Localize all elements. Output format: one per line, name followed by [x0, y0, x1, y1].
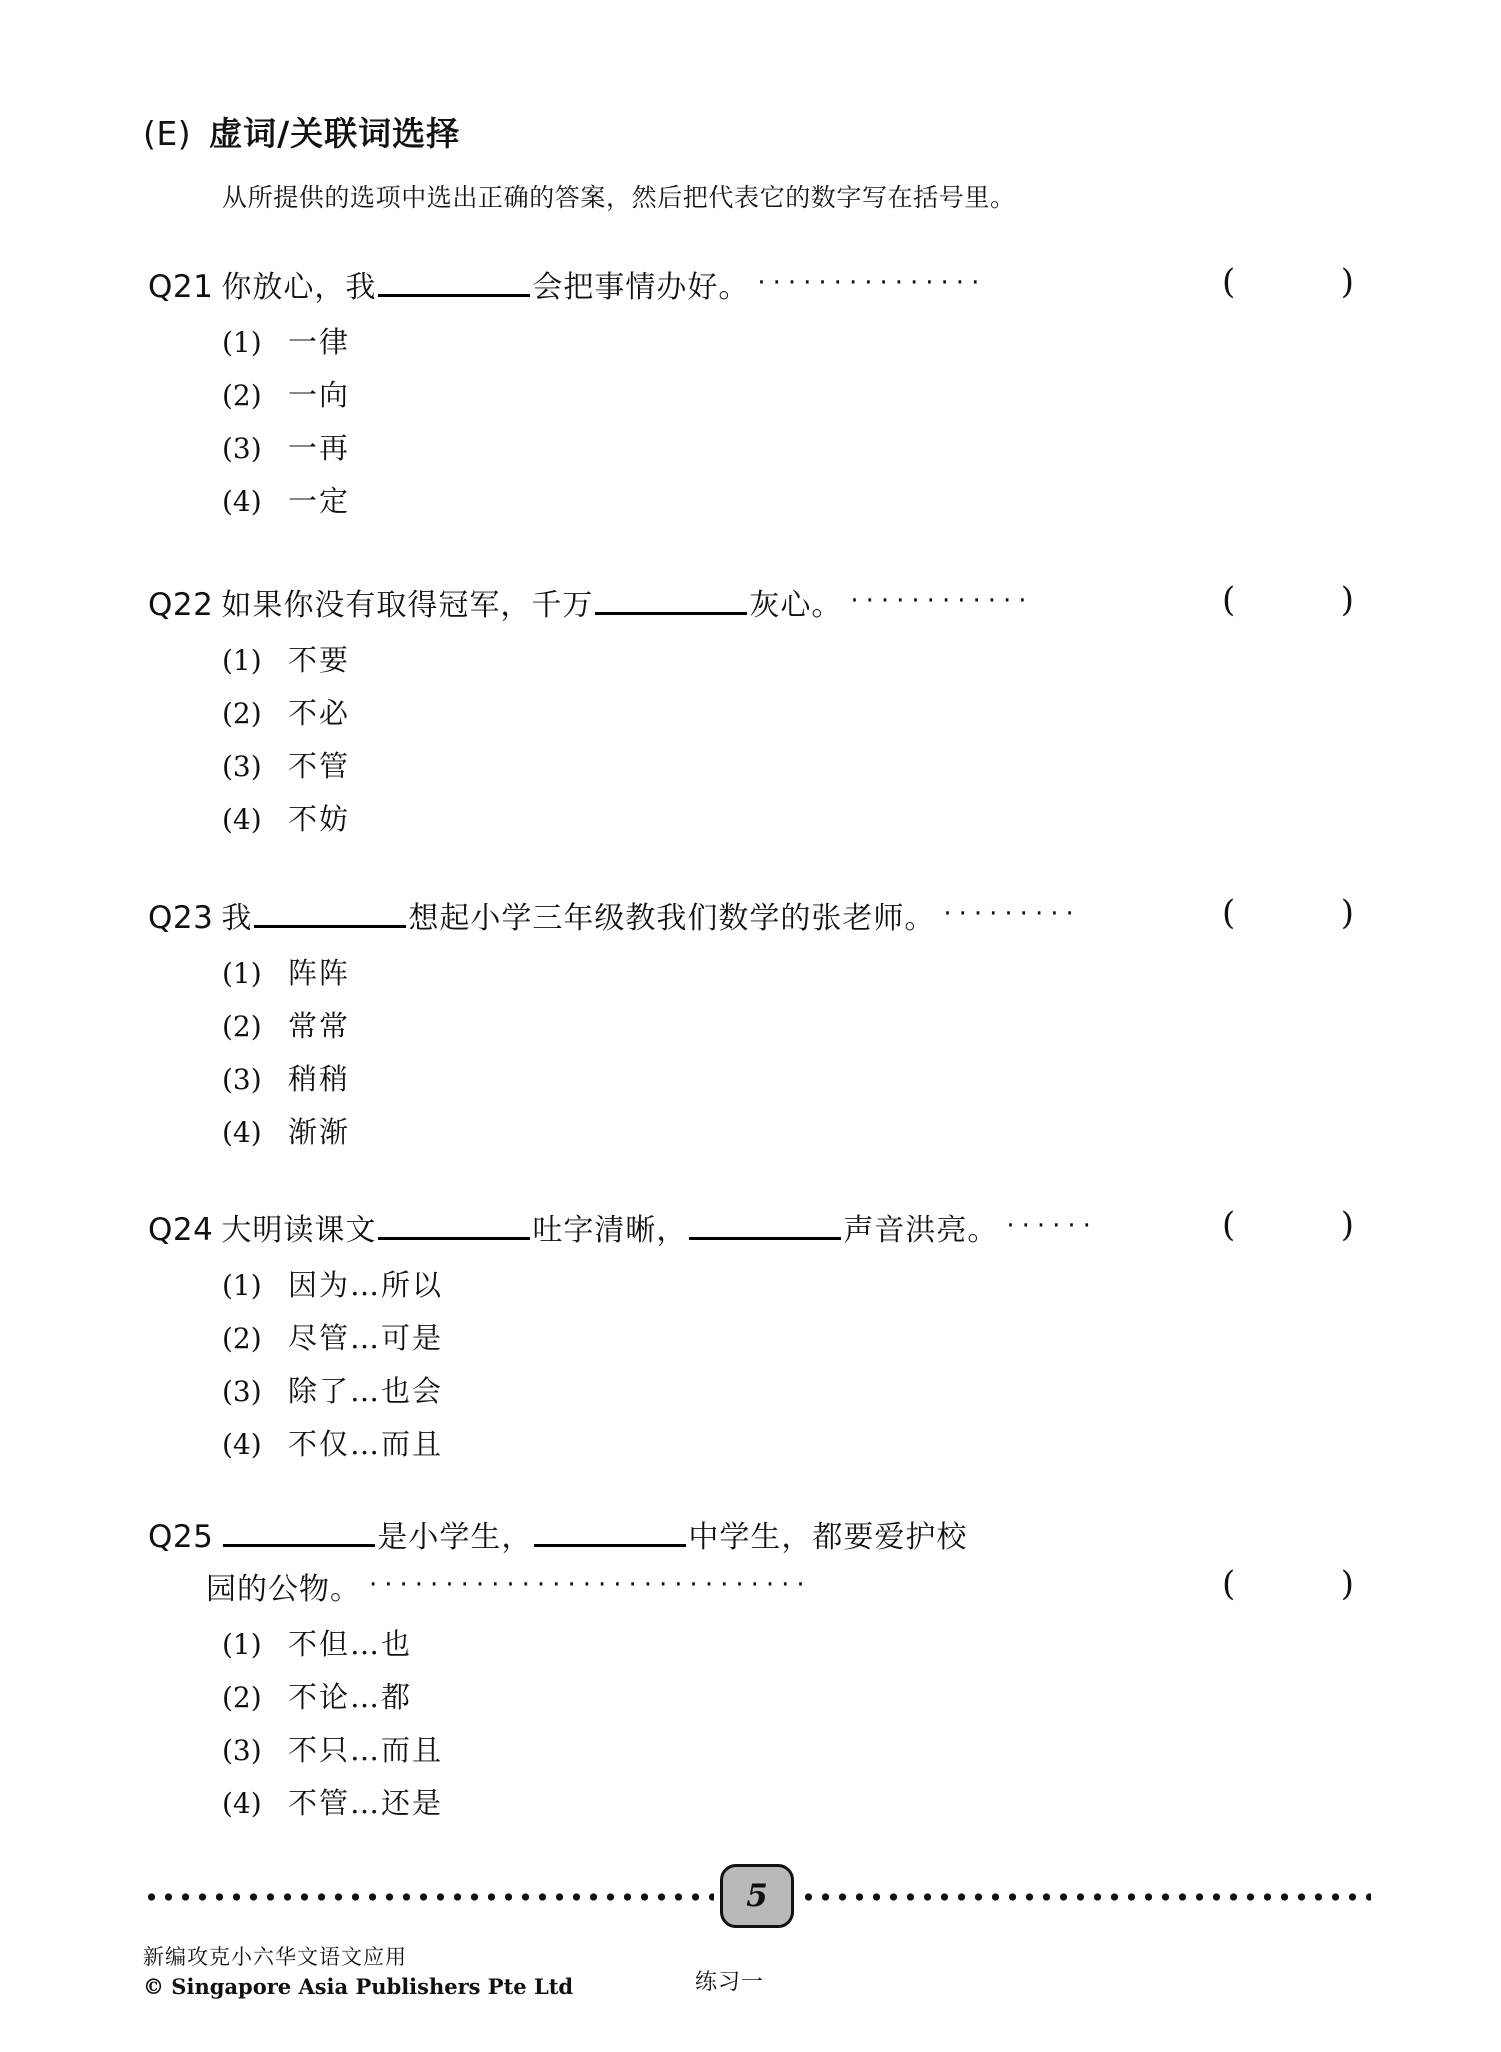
option-number: (3) — [222, 1375, 262, 1408]
option-text: 不管 — [288, 749, 351, 783]
question-text-after: 声音洪亮。 — [843, 1213, 999, 1248]
answer-bracket[interactable] — [1222, 1564, 1354, 1604]
question-text-after: 中学生，都要爱护校 — [688, 1520, 968, 1555]
section-instruction: 从所提供的选项中选出正确的答案，然后把代表它的数字写在括号里。 — [222, 183, 1016, 212]
question-block-q25 — [0, 1512, 1501, 1834]
question-line — [0, 262, 1501, 314]
bracket-open: ( — [1222, 1564, 1236, 1604]
option-item[interactable] — [222, 691, 1501, 744]
footer-divider — [143, 1878, 1371, 1914]
option-text: 不必 — [288, 696, 351, 730]
answer-blank[interactable] — [689, 1211, 841, 1240]
option-text: 常常 — [288, 1009, 351, 1043]
question-line — [0, 1205, 1501, 1257]
bracket-close: ) — [1340, 262, 1354, 302]
option-item[interactable] — [222, 1369, 1501, 1422]
bracket-close: ) — [1340, 580, 1354, 620]
bracket-close: ) — [1340, 1205, 1354, 1245]
question-block-q22 — [0, 580, 1501, 850]
option-number: (1) — [222, 326, 262, 359]
option-item[interactable] — [222, 1622, 1501, 1675]
option-number: (4) — [222, 1116, 262, 1149]
question-label: Q25 — [148, 1519, 214, 1555]
option-list — [0, 945, 1501, 1163]
question-block-q24 — [0, 1205, 1501, 1475]
option-number: (3) — [222, 1734, 262, 1767]
option-item[interactable] — [222, 479, 1501, 532]
question-text-before: 大明读课文 — [221, 1213, 377, 1248]
option-item[interactable] — [222, 1004, 1501, 1057]
bracket-open: ( — [1222, 580, 1236, 620]
answer-bracket[interactable] — [1222, 1205, 1354, 1245]
answer-blank[interactable] — [378, 268, 530, 297]
option-number: (2) — [222, 697, 262, 730]
option-list — [0, 314, 1501, 532]
option-list — [0, 632, 1501, 850]
bracket-close: ) — [1340, 1564, 1354, 1604]
option-list — [0, 1616, 1501, 1834]
option-text: 不但…也 — [288, 1627, 413, 1661]
dot-leader: ······ — [1006, 1211, 1098, 1241]
option-number: (4) — [222, 803, 262, 836]
option-item[interactable] — [222, 1057, 1501, 1110]
option-text: 稍稍 — [288, 1062, 351, 1096]
footer-left-block — [143, 1942, 573, 2003]
option-text: 不论…都 — [288, 1680, 413, 1714]
option-number: (2) — [222, 1681, 262, 1714]
dot-leader: ········· — [943, 899, 1081, 929]
option-text: 不仅…而且 — [288, 1427, 444, 1461]
page-footer — [0, 1878, 1501, 2050]
option-item[interactable] — [222, 1781, 1501, 1834]
answer-blank[interactable] — [254, 899, 406, 928]
answer-blank[interactable] — [534, 1518, 686, 1547]
option-text: 不妨 — [288, 802, 351, 836]
question-line-continued — [0, 1564, 1501, 1616]
section-heading — [143, 108, 460, 155]
answer-blank[interactable] — [595, 586, 747, 615]
option-text: 一再 — [288, 431, 351, 465]
page-number-badge: 5 — [720, 1864, 794, 1928]
option-item[interactable] — [222, 951, 1501, 1004]
option-number: (2) — [222, 1010, 262, 1043]
footer-exercise-label: 练习一 — [695, 1970, 765, 1995]
footer-book-title: 新编攻克小六华文语文应用 — [143, 1945, 407, 1969]
option-number: (1) — [222, 957, 262, 990]
option-number: (3) — [222, 750, 262, 783]
question-text-second-line: 园的公物。 — [206, 1572, 361, 1607]
bracket-open: ( — [1222, 262, 1236, 302]
option-item[interactable] — [222, 320, 1501, 373]
option-item[interactable] — [222, 373, 1501, 426]
option-text: 不要 — [288, 643, 351, 677]
option-number: (4) — [222, 1428, 262, 1461]
option-text: 一律 — [288, 325, 351, 359]
option-item[interactable] — [222, 744, 1501, 797]
question-block-q23 — [0, 893, 1501, 1163]
dot-leader: ············ — [850, 586, 1034, 616]
option-item[interactable] — [222, 1263, 1501, 1316]
option-item[interactable] — [222, 1728, 1501, 1781]
question-line — [0, 580, 1501, 632]
option-number: (1) — [222, 1269, 262, 1302]
footer-copyright: © Singapore Asia Publishers Pte Ltd — [143, 1974, 574, 2000]
option-number: (2) — [222, 379, 262, 412]
option-item[interactable] — [222, 426, 1501, 479]
option-text: 一定 — [288, 484, 351, 518]
option-number: (2) — [222, 1322, 262, 1355]
option-text: 阵阵 — [288, 956, 351, 990]
answer-bracket[interactable] — [1222, 580, 1354, 620]
question-line — [0, 1512, 1501, 1564]
option-number: (3) — [222, 1063, 262, 1096]
question-block-q21 — [0, 262, 1501, 532]
footer-divider-left — [143, 1892, 714, 1902]
answer-bracket[interactable] — [1222, 893, 1354, 933]
option-number: (1) — [222, 1628, 262, 1661]
section-title: 虚词/关联词选择 — [209, 114, 461, 153]
question-label: Q23 — [148, 900, 214, 936]
footer-divider-right — [800, 1892, 1371, 1902]
question-text-before: 我 — [221, 901, 253, 936]
section-letter: (E) — [143, 114, 192, 153]
question-text-after: 会把事情办好。 — [532, 270, 750, 305]
option-number: (1) — [222, 644, 262, 677]
option-number: (3) — [222, 432, 262, 465]
option-text: 除了…也会 — [288, 1374, 444, 1408]
option-item[interactable] — [222, 1422, 1501, 1475]
option-text: 渐渐 — [288, 1115, 351, 1149]
bracket-close: ) — [1340, 893, 1354, 933]
option-item[interactable] — [222, 1316, 1501, 1369]
option-number: (4) — [222, 485, 262, 518]
option-list — [0, 1257, 1501, 1475]
option-text: 尽管…可是 — [288, 1321, 444, 1355]
question-text-after: 灰心。 — [749, 588, 843, 623]
bracket-open: ( — [1222, 893, 1236, 933]
question-text-before: 你放心，我 — [221, 270, 377, 305]
question-text-middle: 是小学生， — [377, 1520, 533, 1555]
answer-blank[interactable] — [223, 1518, 375, 1547]
option-text: 因为…所以 — [288, 1268, 444, 1302]
question-label: Q21 — [148, 269, 214, 305]
dot-leader: ··············· — [757, 268, 987, 298]
option-item[interactable] — [222, 797, 1501, 850]
question-text-before: 如果你没有取得冠军，千万 — [221, 588, 594, 623]
option-text: 不只…而且 — [288, 1733, 444, 1767]
answer-blank[interactable] — [378, 1211, 530, 1240]
answer-bracket[interactable] — [1222, 262, 1354, 302]
question-label: Q22 — [148, 587, 214, 623]
question-text-after: 想起小学三年级教我们数学的张老师。 — [408, 901, 936, 936]
question-text-middle: 吐字清晰， — [532, 1213, 688, 1248]
option-item[interactable] — [222, 638, 1501, 691]
option-item[interactable] — [222, 1675, 1501, 1728]
option-text: 不管…还是 — [288, 1786, 444, 1820]
dot-leader: ····························· — [369, 1570, 812, 1600]
bracket-open: ( — [1222, 1205, 1236, 1245]
option-number: (4) — [222, 1787, 262, 1820]
question-label: Q24 — [148, 1212, 214, 1248]
option-text: 一向 — [288, 378, 351, 412]
question-line — [0, 893, 1501, 945]
option-item[interactable] — [222, 1110, 1501, 1163]
